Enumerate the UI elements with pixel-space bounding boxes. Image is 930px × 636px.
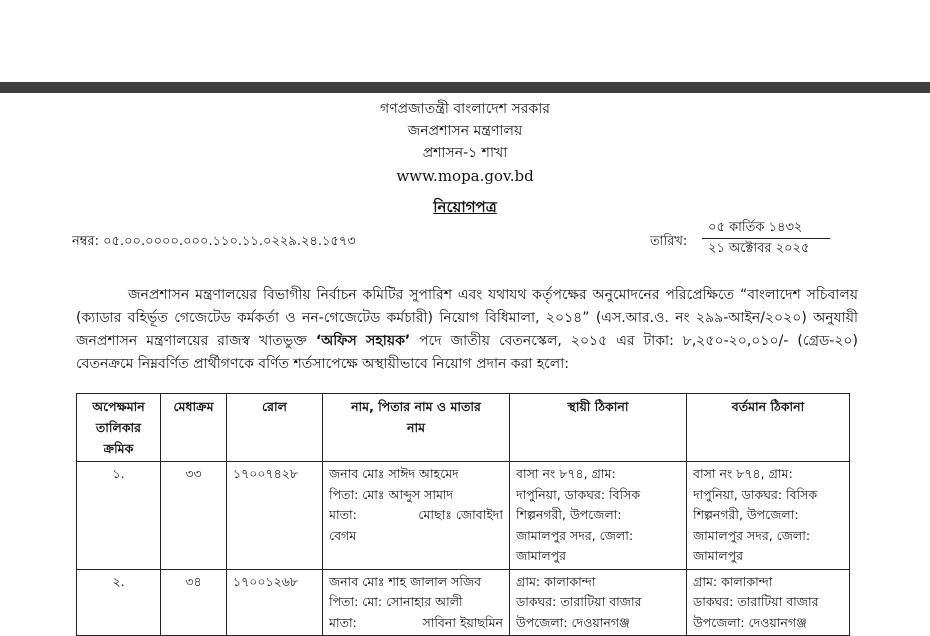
date-label: তারিখ:: [650, 234, 688, 249]
mother-name-rest: বেগম: [329, 527, 357, 543]
cell-serial: ২.: [77, 569, 161, 636]
address-line: ডাকঘর: তারাটিয়া বাজার: [693, 594, 819, 609]
address-line: উপজেলা: দেওয়ানগঞ্জ: [693, 614, 807, 630]
mother-name-line: [329, 613, 503, 634]
header-name-line: নাম: [406, 420, 426, 435]
government-name: গণপ্রজাতন্ত্রী বাংলাদেশ সরকার: [380, 101, 550, 117]
table-row: [77, 462, 850, 570]
header-name: [323, 394, 510, 462]
cell-serial: ১.: [77, 462, 161, 570]
address-line: দাপুনিয়া, ডাকঘর: বিসিক: [693, 486, 818, 502]
mother-name: সাবিনা ইয়াছমিন: [422, 614, 503, 630]
father-name: পিতা: মো: সোনাহার আলী: [329, 594, 463, 609]
cell-merit: ৩৪: [161, 569, 227, 636]
cell-permanent-address: [510, 462, 687, 570]
mother-label: মাতা:: [329, 507, 357, 522]
website-link[interactable]: www.mopa.gov.bd: [396, 167, 534, 185]
cell-roll: ১৭০০৭৪২৮: [227, 462, 323, 570]
address-line: ডাকঘর: তারাটিয়া বাজার: [516, 594, 642, 609]
date-values: [702, 218, 830, 259]
table-header-row: [77, 394, 850, 462]
father-name: পিতা: মোঃ আব্দুস সামাদ: [329, 486, 454, 502]
address-line: শিল্পনগরী, উপজেলা:: [516, 507, 622, 522]
header-serial-line: অপেক্ষমান: [92, 399, 145, 414]
header-name-line: নাম, পিতার নাম ও মাতার: [351, 399, 481, 414]
header-permanent-address: স্থায়ী ঠিকানা: [510, 394, 687, 462]
cell-roll: ১৭০০১২৬৮: [227, 569, 323, 636]
branch-name: প্রশাসন-১ শাখা: [422, 145, 508, 161]
cell-merit: ৩৩: [161, 462, 227, 570]
header-serial-line: ক্রমিক: [103, 441, 134, 456]
body-text-part1: জনপ্রশাসন মন্ত্রণালয়ের বিভাগীয় নির্বাচন কমিটির সুপারিশ এবং যথাযথ কর্তৃপক্ষের অনুমোদনের পরিপ্রেক্ষিতে “বাংলাদেশ সচিবালয় (ক্যাডার বহির্ভূত গেজেটেড কর্মকর্তা ও নন-গেজেটেড কর্মচারী) নিয়োগ বিধিমালা, ২০১৪” (এস.আর.ও. নং ২৯৯-আইন/২০২০) অনুযায়ী জনপ্রশাসন মন্ত্রণালয়ের রাজস্ব খাতভুক্ত: [76, 287, 858, 349]
document-title: নিয়োগপত্র: [433, 198, 497, 216]
appointment-table: [76, 393, 850, 636]
header-present-address: বর্তমান ঠিকানা: [687, 394, 850, 462]
candidate-name: জনাব মোঃ শাহ জালাল সজিব: [329, 573, 482, 589]
address-line: শিল্পনগরী, উপজেলা:: [693, 507, 799, 522]
top-divider-bar: [0, 82, 930, 93]
address-line: জামালপুর সদর, জেলা:: [693, 527, 811, 543]
body-text-part2: পদে জাতীয় বেতনস্কেল, ২০১৫ এর টাকা: ৮,২৫০-২০,০১০/- (গ্রেড-২০) বেতনক্রমে নিম্নবর্ণিত প্রার্থীগণকে বর্ণিত শর্তসাপেক্ষে অস্থায়ীভাবে নিয়োগ প্রদান করা হলো:: [76, 333, 858, 372]
candidate-name: জনাব মোঃ সাঈদ আহমেদ: [329, 466, 459, 481]
address-line: গ্রাম: কালাকান্দা: [693, 573, 773, 589]
post-name: ‘অফিস সহায়ক’: [315, 333, 411, 349]
mother-name: মোছাঃ জোবাইদা: [418, 507, 503, 522]
address-line: গ্রাম: কালাকান্দা: [516, 573, 596, 589]
address-line: জামালপুর: [516, 548, 567, 563]
address-line: জামালপুর: [693, 548, 744, 563]
header-roll: রোল: [227, 394, 323, 462]
address-line: দাপুনিয়া, ডাকঘর: বিসিক: [516, 486, 641, 502]
header-serial: [77, 394, 161, 462]
letterhead: [0, 98, 930, 188]
address-line: জামালপুর সদর, জেলা:: [516, 527, 634, 543]
date-english: ২১ অক্টোবর ২০২৫: [708, 241, 810, 256]
table-row: [77, 569, 850, 636]
header-serial-line: তালিকার: [95, 420, 142, 435]
mother-name-line: [329, 505, 503, 526]
cell-name: [323, 569, 510, 636]
cell-name: [323, 462, 510, 570]
ministry-name: জনপ্রশাসন মন্ত্রণালয়: [407, 123, 523, 139]
address-line: বাসা নং ৮৭৪, গ্রাম:: [693, 466, 793, 481]
memo-number: নম্বর: ০৫.০০.০০০০.০০০.১১০.১১.০২২৯.২৪.১৫৭৩: [72, 234, 356, 249]
date-bangla: ০৫ কার্তিক ১৪৩২: [702, 218, 830, 239]
body-paragraph: [76, 284, 858, 376]
header-merit: মেধাক্রম: [161, 394, 227, 462]
address-line: বাসা নং ৮৭৪, গ্রাম:: [516, 466, 616, 481]
cell-present-address: [687, 462, 850, 570]
cell-permanent-address: [510, 569, 687, 636]
address-line: উপজেলা: দেওয়ানগঞ্জ: [516, 614, 630, 630]
mother-label: মাতা:: [329, 614, 357, 630]
cell-present-address: [687, 569, 850, 636]
